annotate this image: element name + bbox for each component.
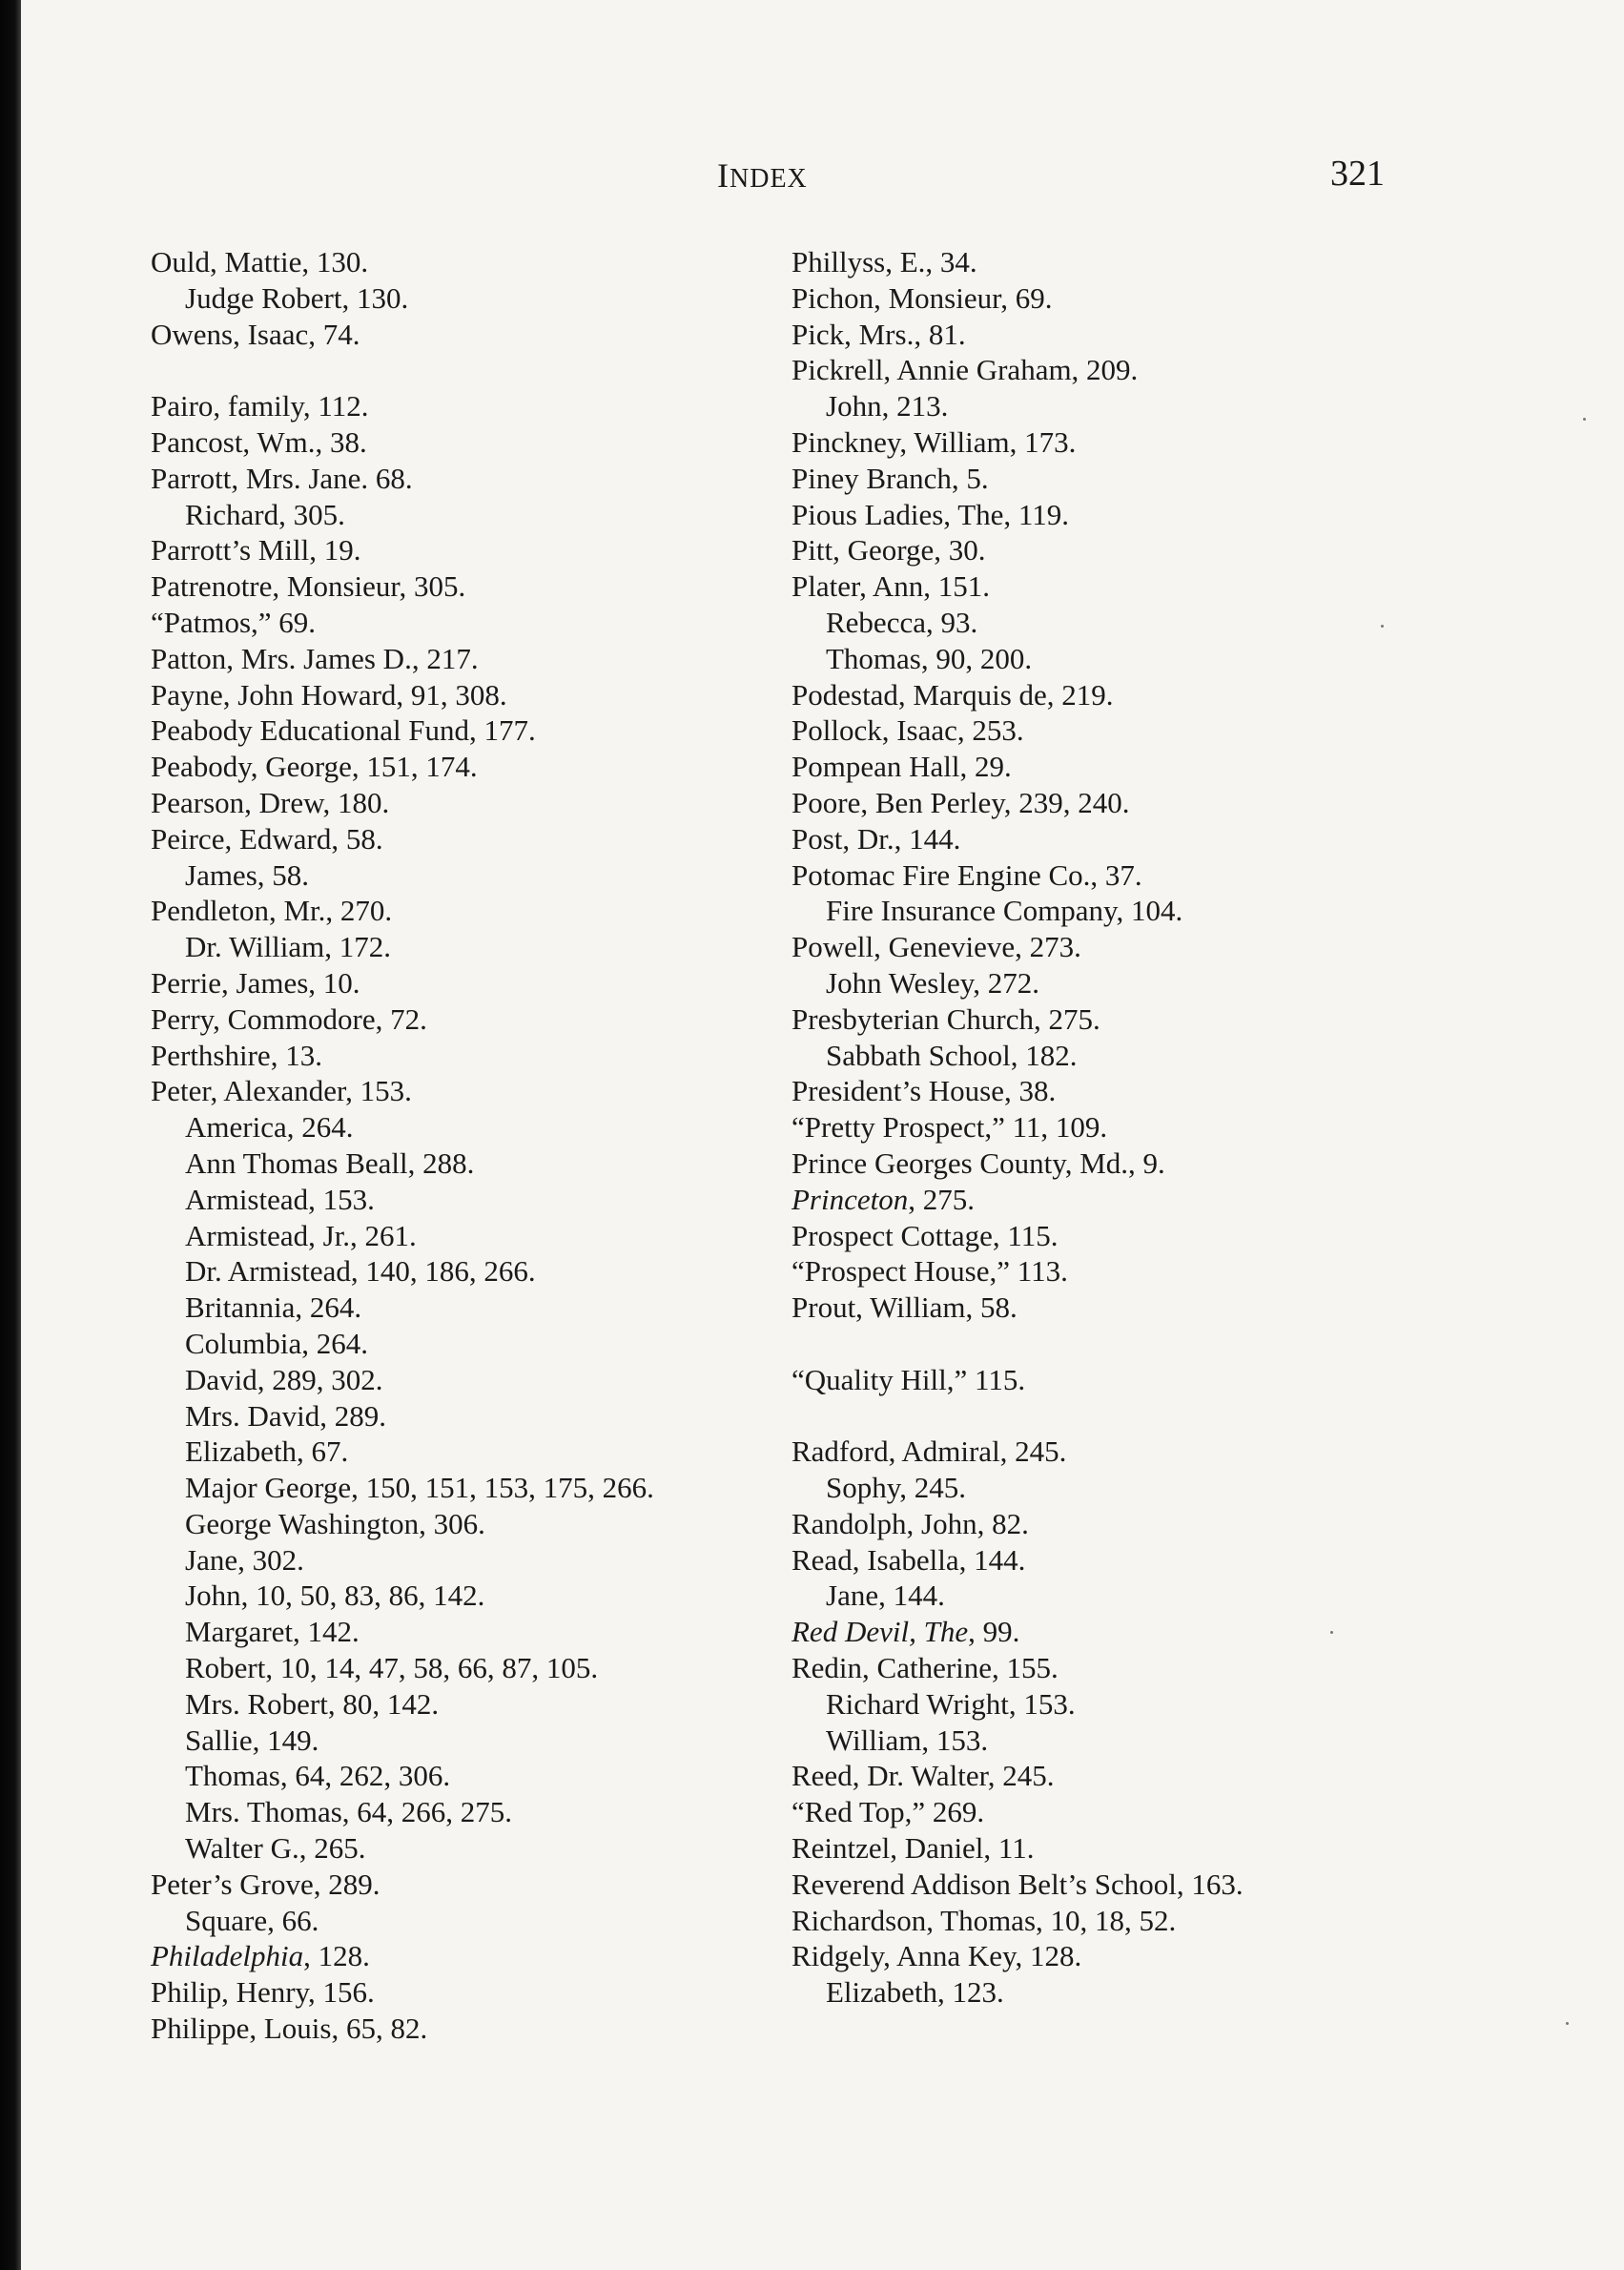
index-subentry (151, 1182, 875, 1218)
entry-text: John, 213. (826, 389, 949, 423)
entry-text: Pollock, Isaac, 253. (791, 713, 1024, 748)
index-column-left (151, 244, 875, 2047)
index-entry (791, 1218, 1516, 1254)
index-subentry (791, 641, 1516, 677)
entry-text: William, 153. (826, 1723, 989, 1757)
index-entry (791, 532, 1516, 568)
index-subentry (791, 605, 1516, 641)
index-entry (151, 388, 875, 424)
index-subentry (151, 1686, 875, 1723)
index-subentry (791, 1038, 1516, 1074)
index-entry (151, 1038, 875, 1074)
entry-text: President’s House, 38. (791, 1074, 1057, 1108)
index-entry (151, 821, 875, 857)
entry-text: Robert, 10, 14, 47, 58, 66, 87, 105. (185, 1651, 599, 1685)
index-subentry (791, 1974, 1516, 2011)
entry-text: Elizabeth, 67. (185, 1434, 349, 1469)
entry-text: Pompean Hall, 29. (791, 750, 1012, 784)
entry-text: Fire Insurance Company, 104. (826, 894, 1183, 928)
entry-text: Peter, Alexander, 153. (151, 1074, 412, 1108)
entry-text: Pancost, Wm., 38. (151, 424, 367, 459)
index-subentry (151, 497, 875, 533)
index-entry (151, 244, 875, 280)
index-subentry (151, 1506, 875, 1542)
entry-text: “Red Top,” 269. (791, 1795, 985, 1829)
index-subentry (151, 1614, 875, 1650)
index-entry (791, 1542, 1516, 1579)
index-entry (151, 712, 875, 749)
index-entry (791, 1867, 1516, 1903)
entry-text: Dr. William, 172. (185, 930, 392, 964)
entry-text: Post, Dr., 144. (791, 821, 961, 856)
index-subentry (151, 1109, 875, 1145)
entry-text: “Patmos,” 69. (151, 605, 317, 639)
index-subentry (791, 1578, 1516, 1614)
index-entry (791, 424, 1516, 461)
index-subentry (151, 1794, 875, 1830)
entry-text: Rebecca, 93. (826, 605, 978, 639)
entry-text: Parrott, Mrs. Jane. 68. (151, 461, 413, 495)
entry-text: Podestad, Marquis de, 219. (791, 677, 1114, 712)
index-entry (791, 821, 1516, 857)
entry-text: Ould, Mattie, 130. (151, 245, 369, 279)
index-entry (791, 317, 1516, 353)
index-entry (151, 424, 875, 461)
entry-text: Thomas, 90, 200. (826, 641, 1033, 675)
index-entry (791, 1938, 1516, 1974)
index-entry (791, 929, 1516, 965)
index-entry (791, 857, 1516, 894)
entry-text: Plater, Ann, 151. (791, 569, 990, 604)
index-entry (791, 712, 1516, 749)
index-entry (791, 244, 1516, 280)
entry-text: John Wesley, 272. (826, 965, 1039, 1000)
entry-text: “Pretty Prospect,” 11, 109. (791, 1110, 1108, 1145)
entry-text: Payne, John Howard, 91, 308. (151, 677, 507, 712)
index-entry (791, 1109, 1516, 1145)
index-subentry (151, 1290, 875, 1326)
entry-text: Ridgely, Anna Key, 128. (791, 1939, 1082, 1973)
index-entry (791, 785, 1516, 821)
entry-text: , 275. (908, 1182, 975, 1216)
index-entry (791, 497, 1516, 533)
entry-text: Square, 66. (185, 1903, 319, 1937)
index-subentry (151, 1758, 875, 1794)
index-entry (151, 1867, 875, 1903)
index-subentry (151, 280, 875, 317)
entry-text: Pinckney, William, 173. (791, 424, 1077, 459)
index-subentry (151, 1903, 875, 1939)
entry-text: Prout, William, 58. (791, 1290, 1018, 1325)
entry-text: Read, Isabella, 144. (791, 1542, 1026, 1577)
entry-text: , 99. (968, 1615, 1020, 1649)
index-subentry (791, 1470, 1516, 1506)
index-entry (151, 317, 875, 353)
index-entry (151, 1938, 875, 1974)
entry-text: Walter G., 265. (185, 1831, 366, 1866)
index-entry (791, 568, 1516, 605)
entry-text: Perrie, James, 10. (151, 965, 360, 1000)
running-header (717, 155, 808, 196)
entry-text: Poore, Ben Perley, 239, 240. (791, 785, 1130, 819)
entry-text: Mrs. Thomas, 64, 266, 275. (185, 1795, 513, 1829)
entry-italic-title: Philadelphia (151, 1939, 304, 1973)
entry-text: Sabbath School, 182. (826, 1038, 1078, 1072)
index-subentry (151, 1145, 875, 1182)
entry-text: Philip, Henry, 156. (151, 1975, 375, 2010)
index-entry (791, 677, 1516, 713)
entry-text: Pairo, family, 112. (151, 389, 369, 423)
index-entry (791, 352, 1516, 388)
page-speck (1583, 418, 1586, 421)
index-subentry (791, 1686, 1516, 1723)
entry-text: Peabody Educational Fund, 177. (151, 713, 536, 748)
index-entry (151, 1073, 875, 1109)
entry-text: Redin, Catherine, 155. (791, 1651, 1059, 1685)
index-subentry (151, 1470, 875, 1506)
entry-text: Pick, Mrs., 81. (791, 317, 966, 351)
index-entry (791, 1758, 1516, 1794)
entry-text: Parrott’s Mill, 19. (151, 533, 361, 568)
page-speck (1566, 2022, 1569, 2025)
entry-text: John, 10, 50, 83, 86, 142. (185, 1579, 485, 1613)
index-subentry (151, 1723, 875, 1759)
entry-text: “Prospect House,” 113. (791, 1254, 1068, 1289)
index-entry (151, 893, 875, 929)
entry-text: Powell, Genevieve, 273. (791, 930, 1081, 964)
page-speck (1330, 1631, 1333, 1634)
entry-text: Ann Thomas Beall, 288. (185, 1145, 475, 1180)
index-entry (791, 1001, 1516, 1038)
entry-text: Pitt, George, 30. (791, 533, 986, 568)
index-subentry (151, 1253, 875, 1290)
page-speck (1381, 625, 1384, 628)
entry-text: Elizabeth, 123. (826, 1975, 1004, 2010)
index-entry (791, 1434, 1516, 1470)
index-column-right (791, 244, 1516, 2011)
entry-text: Mrs. Robert, 80, 142. (185, 1686, 440, 1721)
index-subentry (151, 1362, 875, 1398)
entry-text: Major George, 150, 151, 153, 175, 266. (185, 1471, 654, 1505)
entry-text: Randolph, John, 82. (791, 1506, 1029, 1540)
index-entry (791, 1362, 1516, 1398)
index-entry (151, 2011, 875, 2047)
entry-text: Margaret, 142. (185, 1615, 360, 1649)
entry-text: Pendleton, Mr., 270. (151, 894, 393, 928)
index-subentry (791, 388, 1516, 424)
index-subentry (791, 893, 1516, 929)
entry-text: Prince Georges County, Md., 9. (791, 1145, 1165, 1180)
index-subentry (791, 1723, 1516, 1759)
entry-text: Mrs. David, 289. (185, 1398, 386, 1433)
entry-text: Sallie, 149. (185, 1723, 319, 1757)
entry-text: Sophy, 245. (826, 1471, 966, 1505)
index-entry (151, 568, 875, 605)
header-rest: NDEX (730, 164, 808, 194)
entry-italic-title: Princeton (791, 1182, 909, 1216)
entry-text: Pickrell, Annie Graham, 209. (791, 353, 1139, 387)
index-subentry (151, 1218, 875, 1254)
index-entry (151, 1001, 875, 1038)
index-subentry (151, 1578, 875, 1614)
index-entry (791, 1830, 1516, 1867)
index-entry (151, 532, 875, 568)
entry-text: Richardson, Thomas, 10, 18, 52. (791, 1903, 1177, 1937)
index-entry (791, 1794, 1516, 1830)
entry-text: Presbyterian Church, 275. (791, 1001, 1100, 1036)
entry-text: “Quality Hill,” 115. (791, 1362, 1026, 1396)
entry-text: Philippe, Louis, 65, 82. (151, 2012, 428, 2046)
entry-text: Thomas, 64, 262, 306. (185, 1759, 451, 1793)
entry-text: David, 289, 302. (185, 1362, 383, 1396)
index-subentry (151, 1398, 875, 1434)
entry-text: Peabody, George, 151, 174. (151, 750, 478, 784)
entry-text: Armistead, Jr., 261. (185, 1218, 417, 1252)
index-subentry (151, 857, 875, 894)
index-entry (791, 1145, 1516, 1182)
index-entry (791, 1290, 1516, 1326)
index-entry (151, 1974, 875, 2011)
entry-text: George Washington, 306. (185, 1506, 485, 1540)
index-entry (791, 1073, 1516, 1109)
entry-text: Potomac Fire Engine Co., 37. (791, 857, 1142, 892)
entry-text: Judge Robert, 130. (185, 280, 409, 315)
index-subentry (151, 1542, 875, 1579)
entry-text: Prospect Cottage, 115. (791, 1218, 1059, 1252)
index-entry (151, 965, 875, 1001)
index-entry (151, 641, 875, 677)
entry-text: Pious Ladies, The, 119. (791, 497, 1070, 531)
index-entry (151, 461, 875, 497)
index-entry (151, 605, 875, 641)
index-entry (151, 785, 875, 821)
page-binding-edge (0, 0, 21, 2270)
entry-text: Dr. Armistead, 140, 186, 266. (185, 1254, 536, 1289)
index-entry (791, 1182, 1516, 1218)
page-number: 321 (1330, 154, 1385, 194)
entry-text: Armistead, 153. (185, 1182, 375, 1216)
entry-text: Jane, 144. (826, 1579, 945, 1613)
index-entry (791, 280, 1516, 317)
entry-text: Patton, Mrs. James D., 217. (151, 641, 479, 675)
entry-text: Pichon, Monsieur, 69. (791, 280, 1053, 315)
index-entry (151, 749, 875, 785)
index-entry (791, 1614, 1516, 1650)
index-entry (791, 1253, 1516, 1290)
entry-text: Richard Wright, 153. (826, 1686, 1076, 1721)
entry-text: Patrenotre, Monsieur, 305. (151, 569, 466, 604)
entry-text: Britannia, 264. (185, 1290, 362, 1325)
index-entry (791, 1506, 1516, 1542)
entry-text: Perry, Commodore, 72. (151, 1001, 427, 1036)
index-subentry (151, 929, 875, 965)
entry-text: Pearson, Drew, 180. (151, 785, 390, 819)
entry-text: Peirce, Edward, 58. (151, 821, 383, 856)
entry-text: Reed, Dr. Walter, 245. (791, 1759, 1055, 1793)
index-entry (151, 677, 875, 713)
index-subentry (151, 1326, 875, 1362)
index-subentry (151, 1434, 875, 1470)
index-subentry (151, 1830, 875, 1867)
entry-text: Reverend Addison Belt’s School, 163. (791, 1867, 1244, 1901)
index-entry (791, 1903, 1516, 1939)
entry-text: Peter’s Grove, 289. (151, 1867, 380, 1901)
index-entry (791, 1650, 1516, 1686)
index-entry (791, 749, 1516, 785)
index-subentry (151, 1650, 875, 1686)
entry-italic-title: Red Devil, The (791, 1615, 969, 1649)
entry-text: Radford, Admiral, 245. (791, 1434, 1067, 1469)
entry-text: James, 58. (185, 857, 310, 892)
entry-text: , 128. (303, 1939, 370, 1973)
entry-text: Richard, 305. (185, 497, 345, 531)
header-initial: I (717, 156, 730, 195)
index-subentry (791, 965, 1516, 1001)
index-entry (791, 461, 1516, 497)
entry-text: Piney Branch, 5. (791, 461, 989, 495)
entry-text: Columbia, 264. (185, 1326, 369, 1360)
entry-text: Owens, Isaac, 74. (151, 317, 360, 351)
entry-text: Perthshire, 13. (151, 1038, 322, 1072)
entry-text: Phillyss, E., 34. (791, 245, 977, 279)
entry-text: Reintzel, Daniel, 11. (791, 1831, 1035, 1866)
entry-text: America, 264. (185, 1110, 354, 1145)
entry-text: Jane, 302. (185, 1542, 304, 1577)
